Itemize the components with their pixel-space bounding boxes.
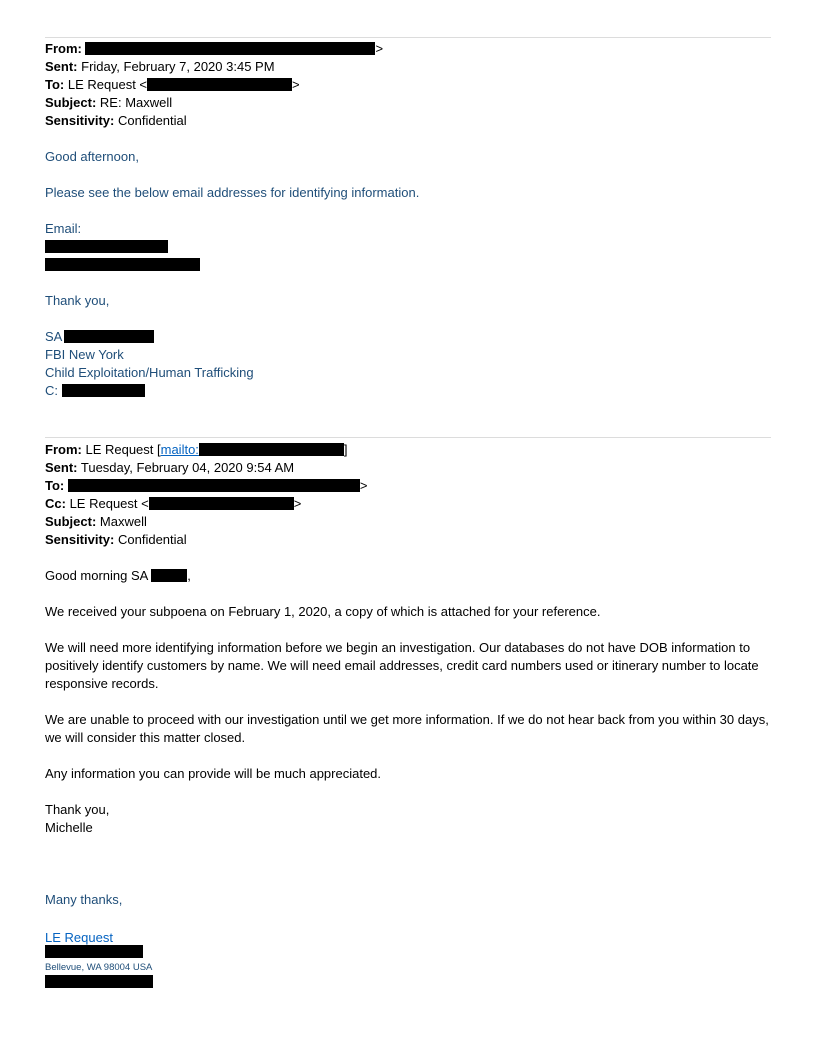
email2-paragraph-3: We are unable to proceed with our investigation until we get more information. If we do not hear back from you within 30 days, we will consider this matter closed. [45,712,769,745]
sensitivity-value: Confidential [117,532,187,547]
email1-thanks: Thank you, [45,293,110,308]
from-tail: ] [343,442,348,457]
email2-many-thanks: Many thanks, [45,892,123,907]
redaction [64,330,154,343]
email1-sig-unit: Child Exploitation/Human Trafficking [45,365,254,380]
email1-body: Please see the below email addresses for identifying information. [45,185,420,200]
email2-greeting [45,567,191,585]
sensitivity-label: Sensitivity: [45,532,115,547]
redaction [45,945,143,958]
redaction [151,569,187,582]
email2-sig-redacted-contact [45,975,153,989]
subject-label: Subject: [45,95,97,110]
email2-from-line [45,441,348,459]
email2-sig-name: LE Request [45,930,113,945]
greeting-text: Good morning SA [45,568,148,583]
email2-thanks: Thank you, [45,802,110,817]
from-tail: > [375,41,384,56]
greeting-tail: , [187,568,191,583]
email2-paragraph-2: We will need more identifying information before we begin an investigation. Our databases do not have DOB information to positively identify customers by name. We will need email addresses, credit card numbers used or itinerary number to locate responsive records. [45,640,759,691]
email1-redacted-email-2 [45,256,200,274]
to-value: LE Request < [67,77,148,92]
email1-from-line [45,40,383,58]
separator-1 [45,37,771,38]
email2-subject-line [45,513,147,531]
redaction [85,42,375,55]
redaction [45,975,153,988]
email1-sig-c [45,382,145,400]
from-label: From: [45,41,82,56]
email1-redacted-email-1 [45,238,168,256]
email1-to-line [45,76,300,94]
sig-c: C: [45,383,58,398]
from-value: LE Request [ [85,442,161,457]
email2-sig-address: Bellevue, WA 98004 USA [45,962,153,973]
cc-label: Cc: [45,496,66,511]
subject-value: RE: Maxwell [99,95,173,110]
email1-sig-office: FBI New York [45,347,124,362]
sent-value: Friday, February 7, 2020 3:45 PM [81,59,275,74]
from-label: From: [45,442,82,457]
email2-sent-line [45,459,294,477]
email2-paragraph-1: We received your subpoena on February 1, 2020, a copy of which is attached for your reference. [45,604,601,619]
email1-greeting: Good afternoon, [45,149,139,164]
email1-sent-line [45,58,275,76]
email1-sensitivity-line [45,112,187,130]
email1-email-label: Email: [45,221,82,236]
redaction [62,384,145,397]
to-tail: > [359,478,368,493]
sent-label: Sent: [45,59,78,74]
subject-label: Subject: [45,514,97,529]
email1-subject-line [45,94,172,112]
mailto-link[interactable]: mailto: [160,442,199,457]
redaction [149,497,294,510]
email2-sensitivity-line [45,531,187,549]
to-label: To: [45,478,65,493]
subject-value: Maxwell [99,514,147,529]
email2-sig-redacted-address [45,945,143,959]
sensitivity-value: Confidential [117,113,187,128]
separator-2 [45,437,771,438]
redaction [45,258,200,271]
redaction [68,479,360,492]
redaction [45,240,168,253]
sig-sa: SA [45,329,63,344]
sent-label: Sent: [45,460,78,475]
to-label: To: [45,77,65,92]
to-tail: > [292,77,300,92]
email2-to-line [45,477,367,495]
email2-cc-line [45,495,301,513]
email1-sig-sa [45,328,154,346]
redaction [199,443,344,456]
sensitivity-label: Sensitivity: [45,113,115,128]
cc-tail: > [293,496,302,511]
cc-value: LE Request < [69,496,149,511]
sent-value: Tuesday, February 04, 2020 9:54 AM [80,460,295,475]
email2-name: Michelle [45,820,93,835]
redaction [147,78,292,91]
email2-paragraph-4: Any information you can provide will be much appreciated. [45,766,382,781]
